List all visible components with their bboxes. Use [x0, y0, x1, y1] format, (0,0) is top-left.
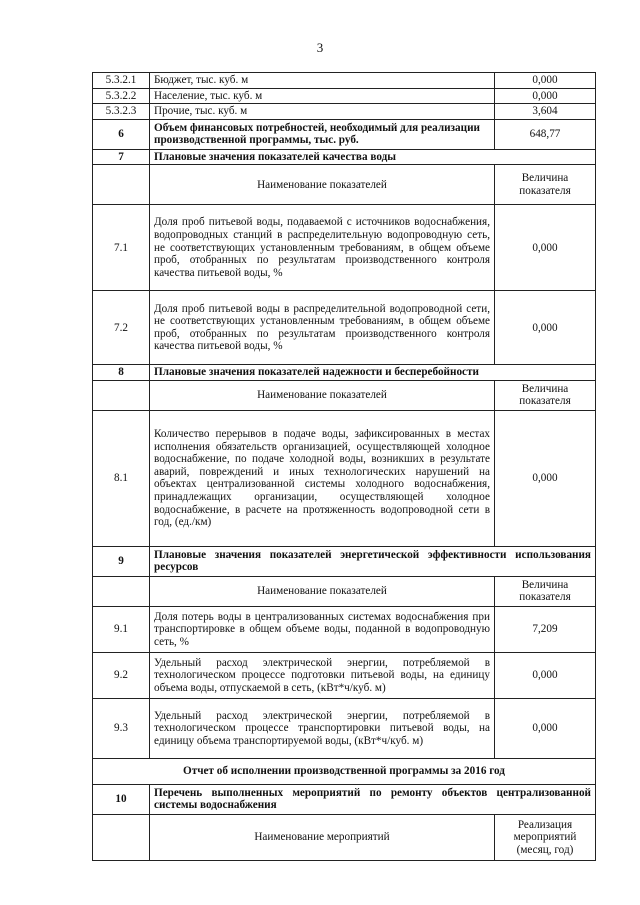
section-title: Плановые значения показателей качества воды — [150, 149, 596, 165]
row-value: 648,77 — [495, 119, 596, 149]
row-text: Удельный расход электрической энергии, потребляемой в технологическом процессе подготовки питьевой воды, на единицу объема воды, отпускаемой в сеть, (кВт*ч/куб. м) — [150, 652, 495, 698]
row-text: Прочие, тыс. куб. м — [150, 104, 495, 120]
row-value: 0,000 — [495, 291, 596, 365]
table-row — [93, 410, 596, 546]
section-title: Плановые значения показателей надежности и бесперебойности — [150, 365, 596, 381]
section-number: 8 — [93, 365, 150, 381]
empty-cell — [93, 380, 150, 410]
table-header-row — [93, 576, 596, 606]
row-text: Бюджет, тыс. куб. м — [150, 73, 495, 89]
page-number: 3 — [316, 40, 324, 55]
row-text: Доля потерь воды в централизованных системах водоснабжения при транспортировке в общем объеме воды, поданной в водопроводную сеть, % — [150, 606, 495, 652]
table-row — [93, 698, 596, 758]
row-value: 7,209 — [495, 606, 596, 652]
row-number: 7.1 — [93, 205, 150, 291]
row-value: 0,000 — [495, 88, 596, 104]
row-number: 5.3.2.2 — [93, 88, 150, 104]
table-row — [93, 606, 596, 652]
column-header-value: Величина показателя — [495, 576, 596, 606]
section-number: 10 — [93, 784, 150, 814]
section-number: 9 — [93, 546, 150, 576]
section-number: 6 — [93, 119, 150, 149]
column-header-name: Наименование показателей — [150, 576, 495, 606]
table-row — [93, 365, 596, 381]
empty-cell — [93, 576, 150, 606]
empty-cell — [93, 165, 150, 205]
table-header-row — [93, 814, 596, 860]
column-header-value: Величина показателя — [495, 380, 596, 410]
row-text: Доля проб питьевой воды, подаваемой с источников водоснабжения, водопроводных станций в распределительную водопроводную сеть, не соответствующих установленным требованиям, в общем объеме проб, отобранных по результатам производственного контроля качества питьевой воды, % — [150, 205, 495, 291]
section-title: Перечень выполненных мероприятий по ремонту объектов централизованной системы водоснабжения — [150, 784, 596, 814]
row-text: Удельный расход электрической энергии, потребляемой в технологическом процессе транспортировки питьевой воды, на единицу объема транспортируемой воды, (кВт*ч/куб. м) — [150, 698, 495, 758]
row-value: 0,000 — [495, 698, 596, 758]
table-row — [93, 546, 596, 576]
row-text: Доля проб питьевой воды в распределительной водопроводной сети, не соответствующих установленным требованиям, в общем объеме проб, отобранных по результатам производственного контроля качества питьевой воды, % — [150, 291, 495, 365]
row-value: 0,000 — [495, 205, 596, 291]
row-value: 0,000 — [495, 652, 596, 698]
row-number: 9.2 — [93, 652, 150, 698]
table-row — [93, 205, 596, 291]
report-heading: Отчет об исполнении производственной программы за 2016 год — [93, 758, 596, 784]
column-header-name: Наименование показателей — [150, 165, 495, 205]
empty-cell — [93, 814, 150, 860]
row-number: 7.2 — [93, 291, 150, 365]
table-row — [93, 784, 596, 814]
table-header-row — [93, 380, 596, 410]
row-text: Население, тыс. куб. м — [150, 88, 495, 104]
table-header-row — [93, 165, 596, 205]
section-title: Плановые значения показателей энергетической эффективности использования ресурсов — [150, 546, 596, 576]
row-number: 8.1 — [93, 410, 150, 546]
section-title: Объем финансовых потребностей, необходимый для реализации производственной программы, тыс. руб. — [150, 119, 495, 149]
row-number: 9.1 — [93, 606, 150, 652]
table-row — [93, 104, 596, 120]
row-number: 5.3.2.3 — [93, 104, 150, 120]
table-row — [93, 291, 596, 365]
section-number: 7 — [93, 149, 150, 165]
column-header-name: Наименование мероприятий — [150, 814, 495, 860]
table-row — [93, 88, 596, 104]
row-number: 5.3.2.1 — [93, 73, 150, 89]
column-header-name: Наименование показателей — [150, 380, 495, 410]
row-value: 0,000 — [495, 410, 596, 546]
table-row — [93, 652, 596, 698]
table-row — [93, 73, 596, 89]
production-program-table — [92, 72, 596, 861]
table-row — [93, 758, 596, 784]
row-value: 0,000 — [495, 73, 596, 89]
row-value: 3,604 — [495, 104, 596, 120]
column-header-value: Величина показателя — [495, 165, 596, 205]
column-header-value: Реализация мероприятий (месяц, год) — [495, 814, 596, 860]
table-row — [93, 149, 596, 165]
row-number: 9.3 — [93, 698, 150, 758]
row-text: Количество перерывов в подаче воды, зафиксированных в местах исполнения обязательств организацией, осуществляющей холодное водоснабжение, по подаче холодной воды, возникших в результате аварий, повреждений и иных технологических нарушений на объектах централизованной системы холодного водоснабжения, принадлежащих организации, осуществляющей холодное водоснабжение, в расчете на протяженность водопроводной сети в год, (ед./км) — [150, 410, 495, 546]
table-row — [93, 119, 596, 149]
